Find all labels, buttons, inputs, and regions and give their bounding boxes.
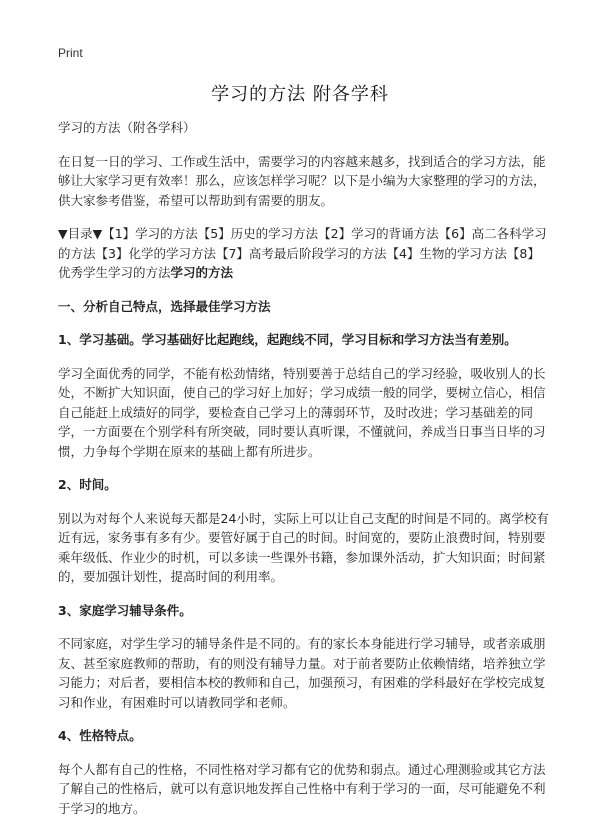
toc-item-8[interactable]: 【8】优秀学生学习的方法 bbox=[58, 245, 540, 280]
document-body bbox=[58, 118, 550, 832]
item-3-heading: 3、家庭学习辅导条件。 bbox=[58, 602, 192, 618]
toc-prefix: ▼目录▼ bbox=[58, 226, 103, 241]
item-1-heading: 1、学习基础。学习基础好比起跑线，起跑线不同，学习目标和学习方法当有差别。 bbox=[58, 332, 517, 347]
toc-item-5[interactable]: 【5】历史的学习方法 bbox=[197, 226, 319, 241]
item-4-paragraph: 每个人都有自己的性格，不同性格对学习都有它的优势和弱点。通过心理测验或其它方法了解自己的性格后，就可以有意识地发挥自己性格中有利于学习的一面，尽可能避免不利于学习的地方。 bbox=[58, 761, 546, 816]
document-title: 学习的方法 附各学科 bbox=[211, 84, 389, 105]
toc-item-6[interactable]: 【6】高二各科学习的方法 bbox=[58, 226, 547, 261]
item-2-heading: 2、时间。 bbox=[58, 477, 117, 492]
item-3-paragraph: 不同家庭，对学生学习的辅导条件是不同的。有的家长本身能进行学习辅导，或者亲戚朋友、甚至家庭教师的帮助，有的则没有辅导力量。对于前者要防止依赖情绪，培养独立学习能力；对后者，要相信本校的教师和自己，加强预习，有困难的学科最好在学校完成复习和作业，有困难时可以请教同学和老师。 bbox=[58, 636, 546, 710]
toc-item-3[interactable]: 【3】化学的学习方法 bbox=[95, 245, 216, 261]
item-4-heading: 4、性格特点。 bbox=[58, 728, 142, 743]
toc-item-1[interactable]: 【1】学习的方法 bbox=[102, 226, 198, 241]
print-label[interactable]: Print bbox=[58, 46, 83, 60]
toc-suffix: 学习的方法 bbox=[170, 265, 234, 280]
table-of-contents bbox=[58, 224, 550, 283]
item-2-paragraph: 别以为对每个人来说每天都是24小时，实际上可以让自己支配的时间是不同的。离学校有近有远，家务事有多有少。要管好属于自己的时间。时间宽的，要防止浪费时间，特别要乘年级低、作业少的时机，可以多读一些课外书籍，参加课外活动，扩大知识面；时间紧的，要加强计划性，提高时间的利用率。 bbox=[58, 510, 549, 584]
intro-paragraph: 在日复一日的学习、工作或生活中，需要学习的内容越来越多，找到适合的学习方法，能够让大家学习更有效率！那么，应该怎样学习呢？以下是小编为大家整理的学习的方法，供大家参考借鉴，希望可以帮助到有需要的朋友。 bbox=[58, 153, 546, 208]
document-subtitle: 学习的方法（附各学科） bbox=[58, 120, 196, 135]
toc-item-2[interactable]: 【2】学习的背诵方法 bbox=[318, 226, 439, 241]
item-1-paragraph: 学习全面优秀的同学，不能有松劲情绪，特别要善于总结自己的学习经验，吸收别人的长处，不断扩大知识面，使自己的学习好上加好；学习成绩一般的同学，要树立信心，相信自己能赶上成绩好的同学，要检查自己学习上的薄弱环节，及时改进；学习基础差的同学，一方面要在个别学科有所突破，同时要认真听课，不懂就问，养成当日事当日毕的习惯，力争每个学期在原来的基础上都有所进步。 bbox=[58, 365, 546, 459]
toc-item-7[interactable]: 【7】高考最后阶段学习的方法 bbox=[215, 245, 387, 261]
toc-item-4[interactable]: 【4】生物的学习方法 bbox=[386, 245, 507, 261]
section-1-heading: 一、分析自己特点，选择最佳学习方法 bbox=[58, 298, 271, 314]
